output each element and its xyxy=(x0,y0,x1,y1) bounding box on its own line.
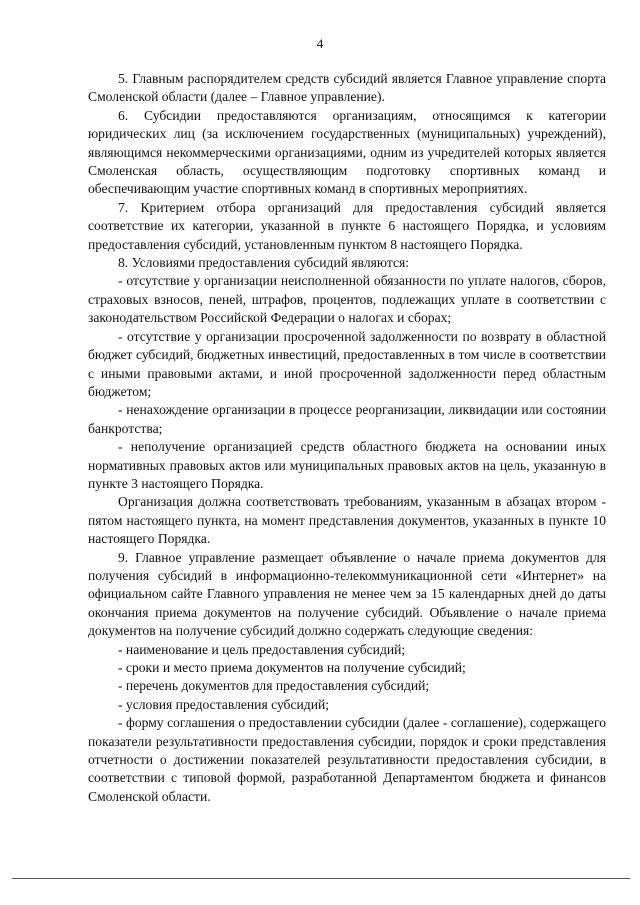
paragraph-6: 6. Субсидии предоставляются организациям, относящимся к категории юридических лиц (за исключением государственных (муниципальных) учреждений), являющимся некоммерческими организациями, одним из учредителей которых является Смоленская область, осуществляющим подготовку спортивных команд и обеспечивающим участие спортивных команд в спортивных мероприятиях. xyxy=(88,107,606,197)
paragraph-9: 9. Главное управление размещает объявление о начале приема документов для получения субсидий в информационно-телекоммуникационной сети «Интернет» на официальном сайте Главного управления не менее чем за 15 календарных дней до даты окончания приема документов на получение субсидий. Объявление о начале приема документов на получение субсидий должно содержать следующие сведения: xyxy=(88,549,606,639)
paragraph-8-intro: 8. Условиями предоставления субсидий являются: xyxy=(118,255,410,271)
announcement-item: - форму соглашения о предоставлении субсидии (далее - соглашение), содержащего показатели результативности предоставления субсидии, порядок и сроки представления отчетности о достижении показателей результативности предоставления субсидии, в соответствии с типовой формой, разработанной Департаментом бюджета и финансов Смоленской области. xyxy=(88,715,606,804)
paragraph-5: 5. Главным распорядителем средств субсидий является Главное управление спорта Смоленской области (далее – Главное управление). xyxy=(88,71,606,105)
paragraph-7: 7. Критерием отбора организаций для предоставления субсидий является соответствие их категории, указанной в пункте 6 настоящего Порядка, и условиям предоставления субсидий, установленным пунктом 8 настоящего Порядка. xyxy=(88,199,606,252)
condition-item: - отсутствие у организации неисполненной обязанности по уплате налогов, сборов, страховых взносов, пеней, штрафов, процентов, подлежащих уплате в соответствии с законодательством Российской Федерации о налогах и сборах; xyxy=(88,273,606,326)
page-bottom-divider xyxy=(12,878,630,879)
paragraph-8-requirement: Организация должна соответствовать требованиям, указанным в абзацах втором - пятом настоящего пункта, на момент представления документов, указанных в пункте 10 настоящего Порядка. xyxy=(88,494,606,547)
condition-item: - отсутствие у организации просроченной задолженности по возврату в областной бюджет субсидий, бюджетных инвестиций, предоставленных в том числе в соответствии с иными правовыми актами, и иной просроченной задолженности перед областным бюджетом; xyxy=(88,328,606,399)
condition-item: - неполучение организацией средств областного бюджета на основании иных нормативных правовых актов или муниципальных правовых актов на цель, указанную в пункте 3 настоящего Порядка. xyxy=(88,439,606,491)
condition-item: - ненахождение организации в процессе реорганизации, ликвидации или состоянии банкротства; xyxy=(88,402,606,436)
announcement-item: - наименование и цель предоставления субсидий; xyxy=(118,641,406,657)
announcement-item: - перечень документов для предоставления субсидий; xyxy=(118,678,430,694)
page-number: 4 xyxy=(316,36,324,51)
document-body xyxy=(88,70,606,806)
announcement-item: - условия предоставления субсидий; xyxy=(118,696,330,712)
announcement-item: - сроки и место приема документов на получение субсидий; xyxy=(118,660,466,675)
